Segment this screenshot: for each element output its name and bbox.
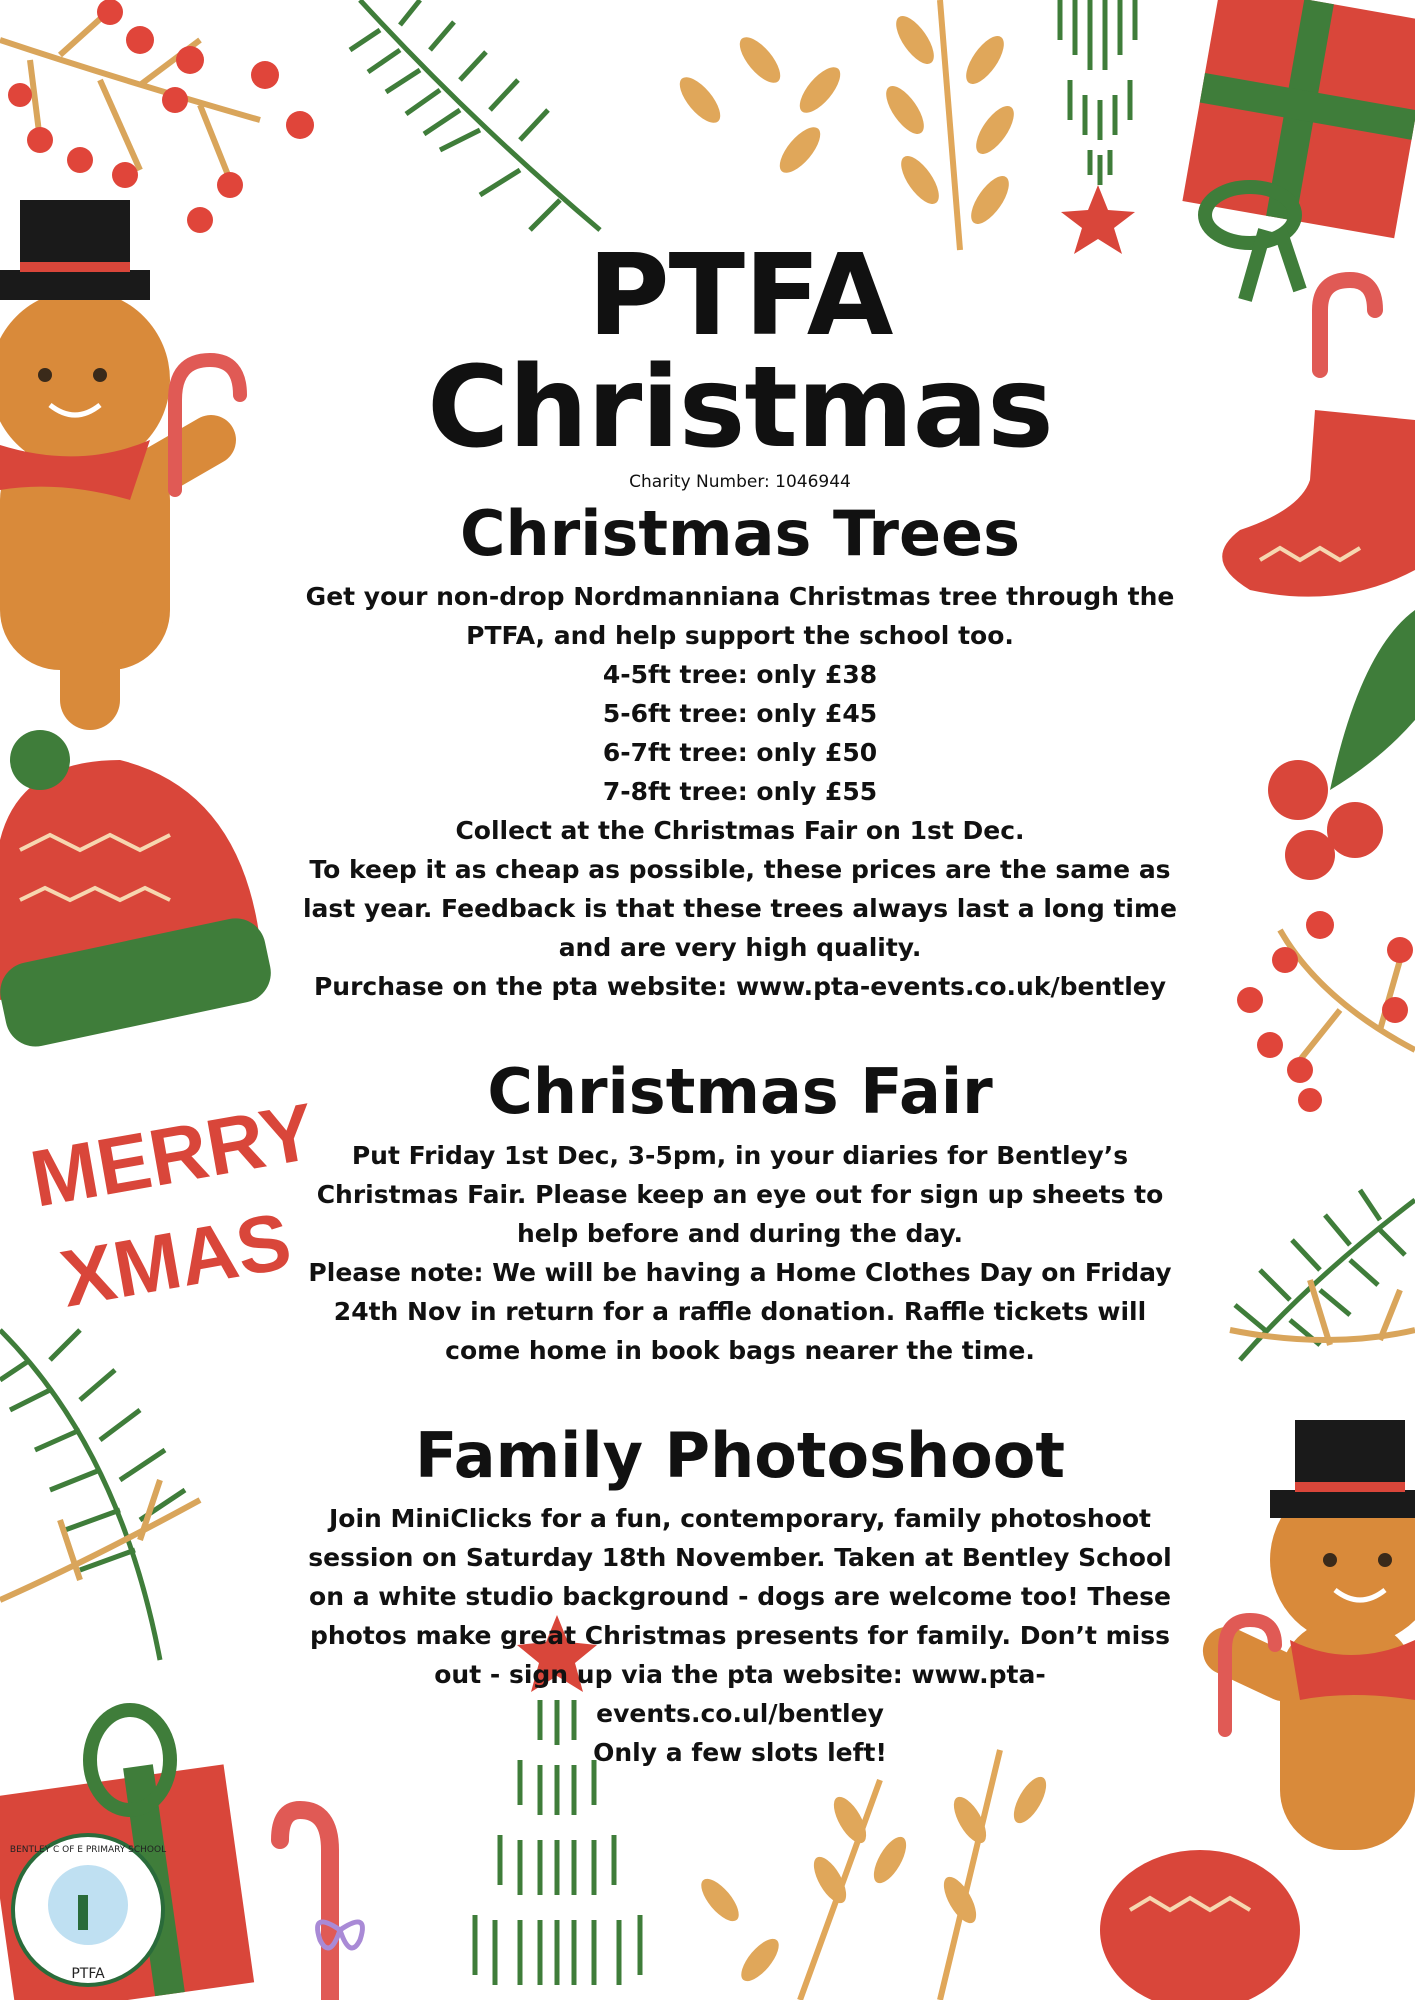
merry-text: MERRY (24, 1086, 322, 1224)
hanging-tree-top (1060, 0, 1135, 185)
section-title: Family Photoshoot (415, 1418, 1065, 1492)
flyer-content (300, 231, 1180, 1772)
candy-cane-top-right (1320, 280, 1375, 370)
knitted-hat-left (0, 730, 276, 1052)
holly-right (1268, 610, 1415, 880)
section-christmas-fair (300, 1056, 1180, 1369)
photoshoot-slots: Only a few slots left! (593, 1737, 887, 1767)
school-logo-ptfa: PTFA (71, 1966, 105, 1982)
gingerbread-man-right (1195, 1420, 1415, 1850)
tree-price: 5-6ft tree: only £45 (602, 699, 878, 729)
charity-number: Charity Number: 1046944 (629, 472, 851, 492)
trees-feedback: To keep it as cheap as possible, these prices are the same as last year. Feedback is that these trees always last a long time and are very high quality. (302, 855, 1178, 963)
section-title: Christmas Trees (460, 497, 1020, 570)
section-christmas-trees (300, 498, 1180, 1006)
stocking-right (1222, 410, 1415, 597)
candy-cane-bottom (280, 1810, 330, 2000)
tree-price: 7-8ft tree: only £55 (602, 777, 878, 807)
tree-price: 6-7ft tree: only £50 (602, 738, 878, 768)
gingerbread-man-left (0, 200, 245, 730)
school-logo-name: BENTLEY C OF E PRIMARY SCHOOL (9, 1845, 167, 1855)
gold-leaf-branch-top (673, 0, 1021, 250)
section-family-photoshoot (300, 1420, 1180, 1772)
red-berries-top-left (8, 0, 314, 233)
tree-price: 4-5ft tree: only £38 (602, 660, 878, 690)
school-logo (10, 1835, 166, 1985)
fair-note: Please note: We will be having a Home Clothes Day on Friday 24th Nov in return for a raffle donation. Raffle tickets will come home in book bags nearer the time. (308, 1257, 1172, 1365)
gift-box-top-right (1182, 0, 1415, 300)
xmas-text: XMAS (54, 1195, 298, 1324)
trees-intro: Get your non-drop Nordmanniana Christmas tree through the PTFA, and help support the school too. (305, 582, 1175, 651)
trees-purchase-link[interactable]: Purchase on the pta website: www.pta-events.co.uk/bentley (313, 972, 1167, 1002)
photoshoot-details: Join MiniClicks for a fun, contemporary, family photoshoot session on Saturday 18th November. Taken at Bentley School on a white studio background - dogs are welcome too! These photos make great Christmas presents for family. Don’t miss out - sign up via the pta website: www.pta-events.co.ul/bentley (308, 1503, 1172, 1728)
trees-collect: Collect at the Christmas Fair on 1st Dec. (455, 816, 1025, 846)
gold-leaf-branch-bottom (695, 1750, 1053, 2000)
fair-details: Put Friday 1st Dec, 3-5pm, in your diaries for Bentley’s Christmas Fair. Please keep an eye out for sign up sheets to help before and during the day. (316, 1140, 1164, 1248)
mitten-bottom-right (1100, 1850, 1300, 2000)
page-title: PTFA Christmas (427, 231, 1053, 473)
pine-branch-top (350, 0, 600, 230)
berry-branch-right (1237, 911, 1415, 1112)
section-title: Christmas Fair (487, 1055, 993, 1129)
